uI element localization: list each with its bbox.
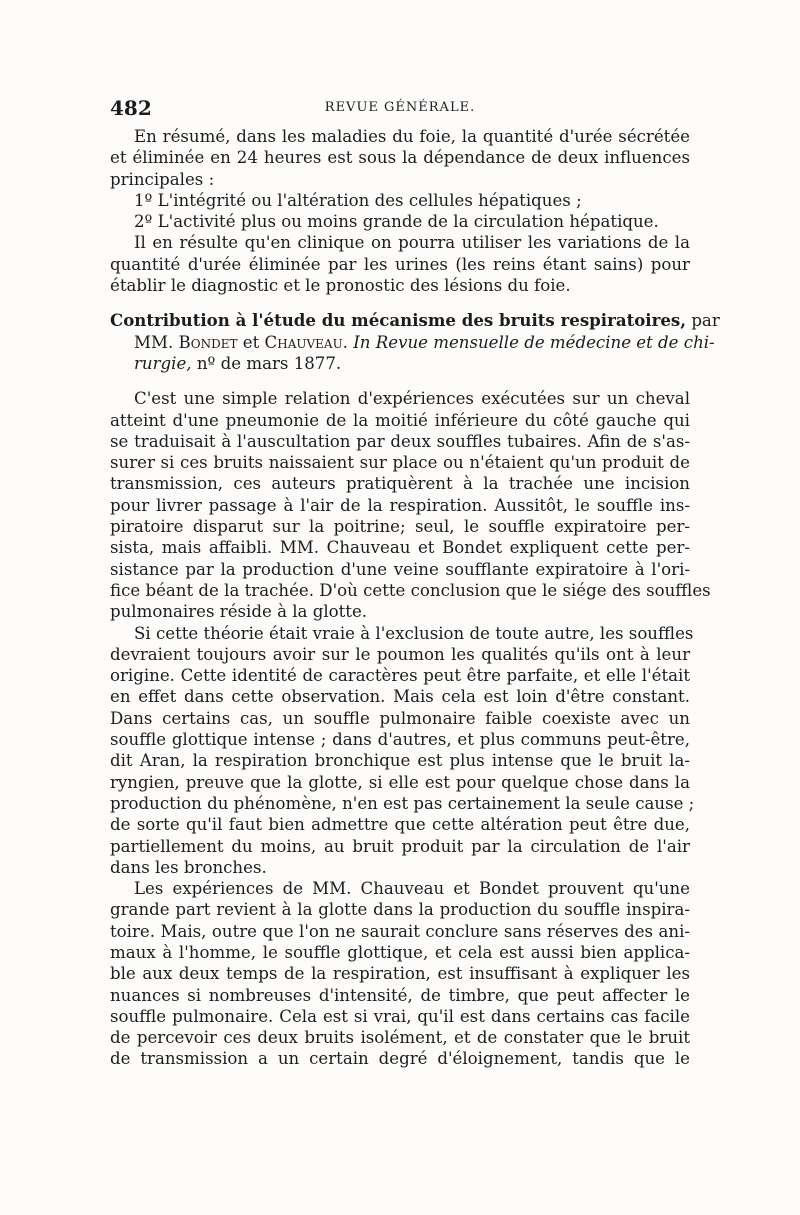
list-item: 2º L'activité plus ou moins grande de la circulation hépatique. bbox=[134, 212, 659, 232]
reference-authors-line bbox=[134, 332, 715, 353]
text-line: souffle pulmonaire. Cela est si vrai, qu'il est dans certains cas facile bbox=[110, 1006, 690, 1026]
text-line: principales : bbox=[110, 169, 215, 189]
paragraph-theory bbox=[110, 623, 695, 879]
list-item: 1º L'intégrité ou l'altération des cellules hépatiques ; bbox=[134, 190, 582, 210]
text-line: Les expériences de MM. Chauveau et Bondet prouvent qu'une bbox=[134, 879, 690, 899]
text-line: origine. Cette identité de caractères peut être parfaite, et elle l'était bbox=[110, 666, 690, 686]
text-line: maux à l'homme, le souffle glottique, et cela est aussi bien applica- bbox=[110, 942, 690, 962]
text-line: grande part revient à la glotte dans la production du souffle inspira- bbox=[110, 900, 690, 920]
bibliographic-reference bbox=[110, 310, 720, 374]
text-line: piratoire disparut sur la poitrine; seul, le souffle expiratoire per- bbox=[110, 517, 690, 537]
text-line: fice béant de la trachée. D'où cette conclusion que le siége des souffles bbox=[110, 580, 711, 600]
text-line: se traduisait à l'auscultation par deux souffles tubaires. Afin de s'as- bbox=[110, 431, 690, 451]
reference-journal-end: rurgie, bbox=[134, 353, 192, 373]
reference-author-1: Bondet bbox=[178, 332, 238, 352]
text-line: Si cette théorie était vraie à l'exclusion de toute autre, les souffles bbox=[134, 623, 694, 643]
text-line: ble aux deux temps de la respiration, est insuffisant à expliquer les bbox=[110, 964, 690, 984]
reference-title: Contribution à l'étude du mécanisme des bruits respiratoires, bbox=[110, 310, 687, 331]
running-head: REVUE GÉNÉRALE. bbox=[324, 100, 476, 115]
text-line: sista, mais affaibli. MM. Chauveau et Bondet expliquent cette per- bbox=[110, 538, 690, 558]
text-line: Il en résulte qu'en clinique on pourra utiliser les variations de la bbox=[134, 233, 690, 253]
text-line: pulmonaires réside à la glotte. bbox=[110, 602, 368, 622]
text-line: devraient toujours avoir sur le poumon les qualités qu'ils ont à leur bbox=[110, 644, 690, 664]
text-line: établir le diagnostic et le pronostic des lésions du foie. bbox=[110, 276, 571, 296]
text-line: quantité d'urée éliminée par les urines (les reins étant sains) pour bbox=[110, 254, 690, 274]
text-line: de sorte qu'il faut bien admettre que cette altération peut être due, bbox=[110, 815, 690, 835]
page-number: 482 bbox=[110, 96, 152, 120]
text-line: sistance par la production d'une veine soufflante expiratoire à l'ori- bbox=[110, 559, 690, 579]
paragraph-conclusion bbox=[110, 232, 690, 296]
paragraph-experiments bbox=[110, 388, 711, 622]
numbered-list bbox=[110, 190, 690, 233]
paragraph-summary bbox=[110, 126, 690, 190]
text-line: atteint d'une pneumonie de la moitié inférieure du côté gauche qui bbox=[110, 410, 690, 430]
reference-issue-line bbox=[134, 353, 690, 374]
text-line: partiellement du moins, au bruit produit par la circulation de l'air bbox=[110, 836, 690, 856]
text-line: souffle glottique intense ; dans d'autres, et plus communs peut-être, bbox=[110, 730, 690, 750]
text-line: C'est une simple relation d'expériences exécutées sur un cheval bbox=[134, 389, 690, 409]
text-line: nuances si nombreuses d'intensité, de timbre, que peut affecter le bbox=[110, 985, 690, 1005]
text-line: toire. Mais, outre que l'on ne saurait conclure sans réserves des ani- bbox=[110, 921, 690, 941]
text-line: en effet dans cette observation. Mais cela est loin d'être constant. bbox=[110, 687, 690, 707]
reference-journal: In Revue mensuelle de médecine et de chi- bbox=[353, 332, 715, 352]
text-line: dit Aran, la respiration bronchique est plus intense que le bruit la- bbox=[110, 751, 690, 771]
text-line: de percevoir ces deux bruits isolément, et de constater que le bruit bbox=[110, 1028, 690, 1048]
reference-par: par bbox=[691, 311, 720, 331]
text-line: dans les bronches. bbox=[110, 857, 267, 877]
reference-mm: MM. bbox=[134, 332, 174, 352]
text-line: Dans certains cas, un souffle pulmonaire faible coexiste avec un bbox=[110, 708, 690, 728]
paragraph-glottis bbox=[110, 878, 690, 1070]
reference-title-line bbox=[110, 310, 720, 331]
text-line: de transmission a un certain degré d'éloignement, tandis que le bbox=[110, 1049, 690, 1069]
text-line: transmission, ces auteurs pratiquèrent à la trachée une incision bbox=[110, 474, 690, 494]
text-line: En résumé, dans les maladies du foie, la quantité d'urée sécrétée bbox=[134, 127, 690, 146]
text-line: production du phénomène, n'en est pas certainement la seule cause ; bbox=[110, 793, 695, 813]
text-line: ryngien, preuve que la glotte, si elle est pour quelque chose dans la bbox=[110, 772, 690, 792]
reference-issue: nº de mars 1877. bbox=[196, 353, 342, 373]
text-line: pour livrer passage à l'air de la respiration. Aussitôt, le souffle ins- bbox=[110, 495, 690, 515]
text-line: surer si ces bruits naissaient sur place ou n'étaient qu'un produit de bbox=[110, 453, 690, 473]
text-line: et éliminée en 24 heures est sous la dépendance de deux influences bbox=[110, 148, 690, 168]
document-page bbox=[110, 96, 720, 1070]
reference-et: et bbox=[242, 332, 260, 352]
reference-author-2: Chauveau. bbox=[264, 332, 348, 352]
page-header bbox=[110, 96, 690, 126]
